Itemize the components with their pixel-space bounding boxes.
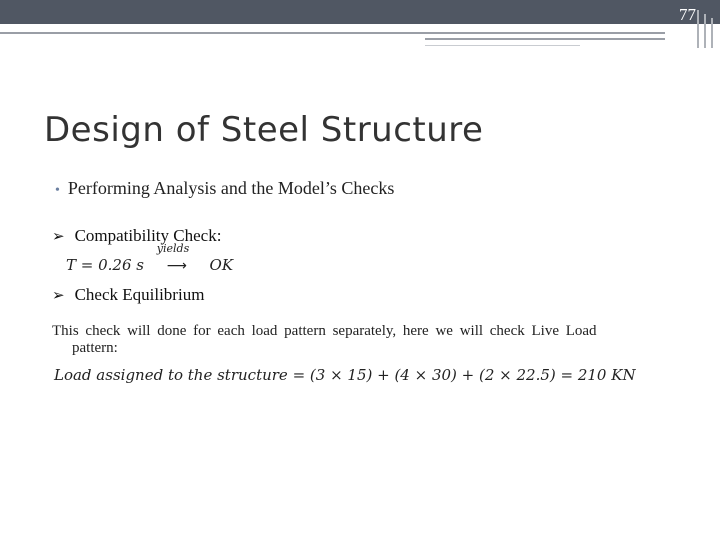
load-equation: Load assigned to the structure = (3 × 15) + (4 × 30) + (2 × 22.5) = 210 KN [54, 366, 636, 384]
compatibility-equation [66, 242, 234, 274]
bullet-item [55, 178, 394, 199]
right-accent-line [711, 18, 713, 48]
arrow-bullet-icon: ➢ [52, 227, 65, 245]
slide-title: Design of Steel Structure [44, 110, 484, 150]
top-bar [0, 0, 720, 24]
right-accent-line [704, 14, 706, 48]
paragraph-line-2: pattern: [72, 340, 118, 356]
slide-number: 77 [679, 5, 696, 24]
compatibility-label: Compatibility Check: [74, 226, 222, 245]
bullet-text: Performing Analysis and the Model’s Checks [67, 178, 395, 198]
header-rule-light [425, 45, 580, 46]
header-rule [0, 32, 665, 34]
arrow-bullet-icon: ➢ [52, 286, 65, 304]
right-accent-line [697, 10, 699, 48]
equilibrium-description [52, 323, 674, 357]
arrow-list-item [52, 285, 204, 305]
yields-arrow [155, 242, 199, 274]
equation-rhs: OK [209, 256, 234, 274]
bullet-dot-icon: • [55, 183, 60, 198]
equilibrium-label: Check Equilibrium [74, 285, 205, 304]
paragraph-line-1: This check will done for each load pattern separately, here we will check Live Load [52, 323, 597, 339]
header-rule-short [425, 38, 665, 40]
yields-word: yields [156, 242, 190, 255]
arrow-list-item [52, 226, 221, 246]
long-arrow-icon: ⟶ [166, 258, 187, 274]
equation-lhs: T = 0.26 s [66, 256, 144, 274]
